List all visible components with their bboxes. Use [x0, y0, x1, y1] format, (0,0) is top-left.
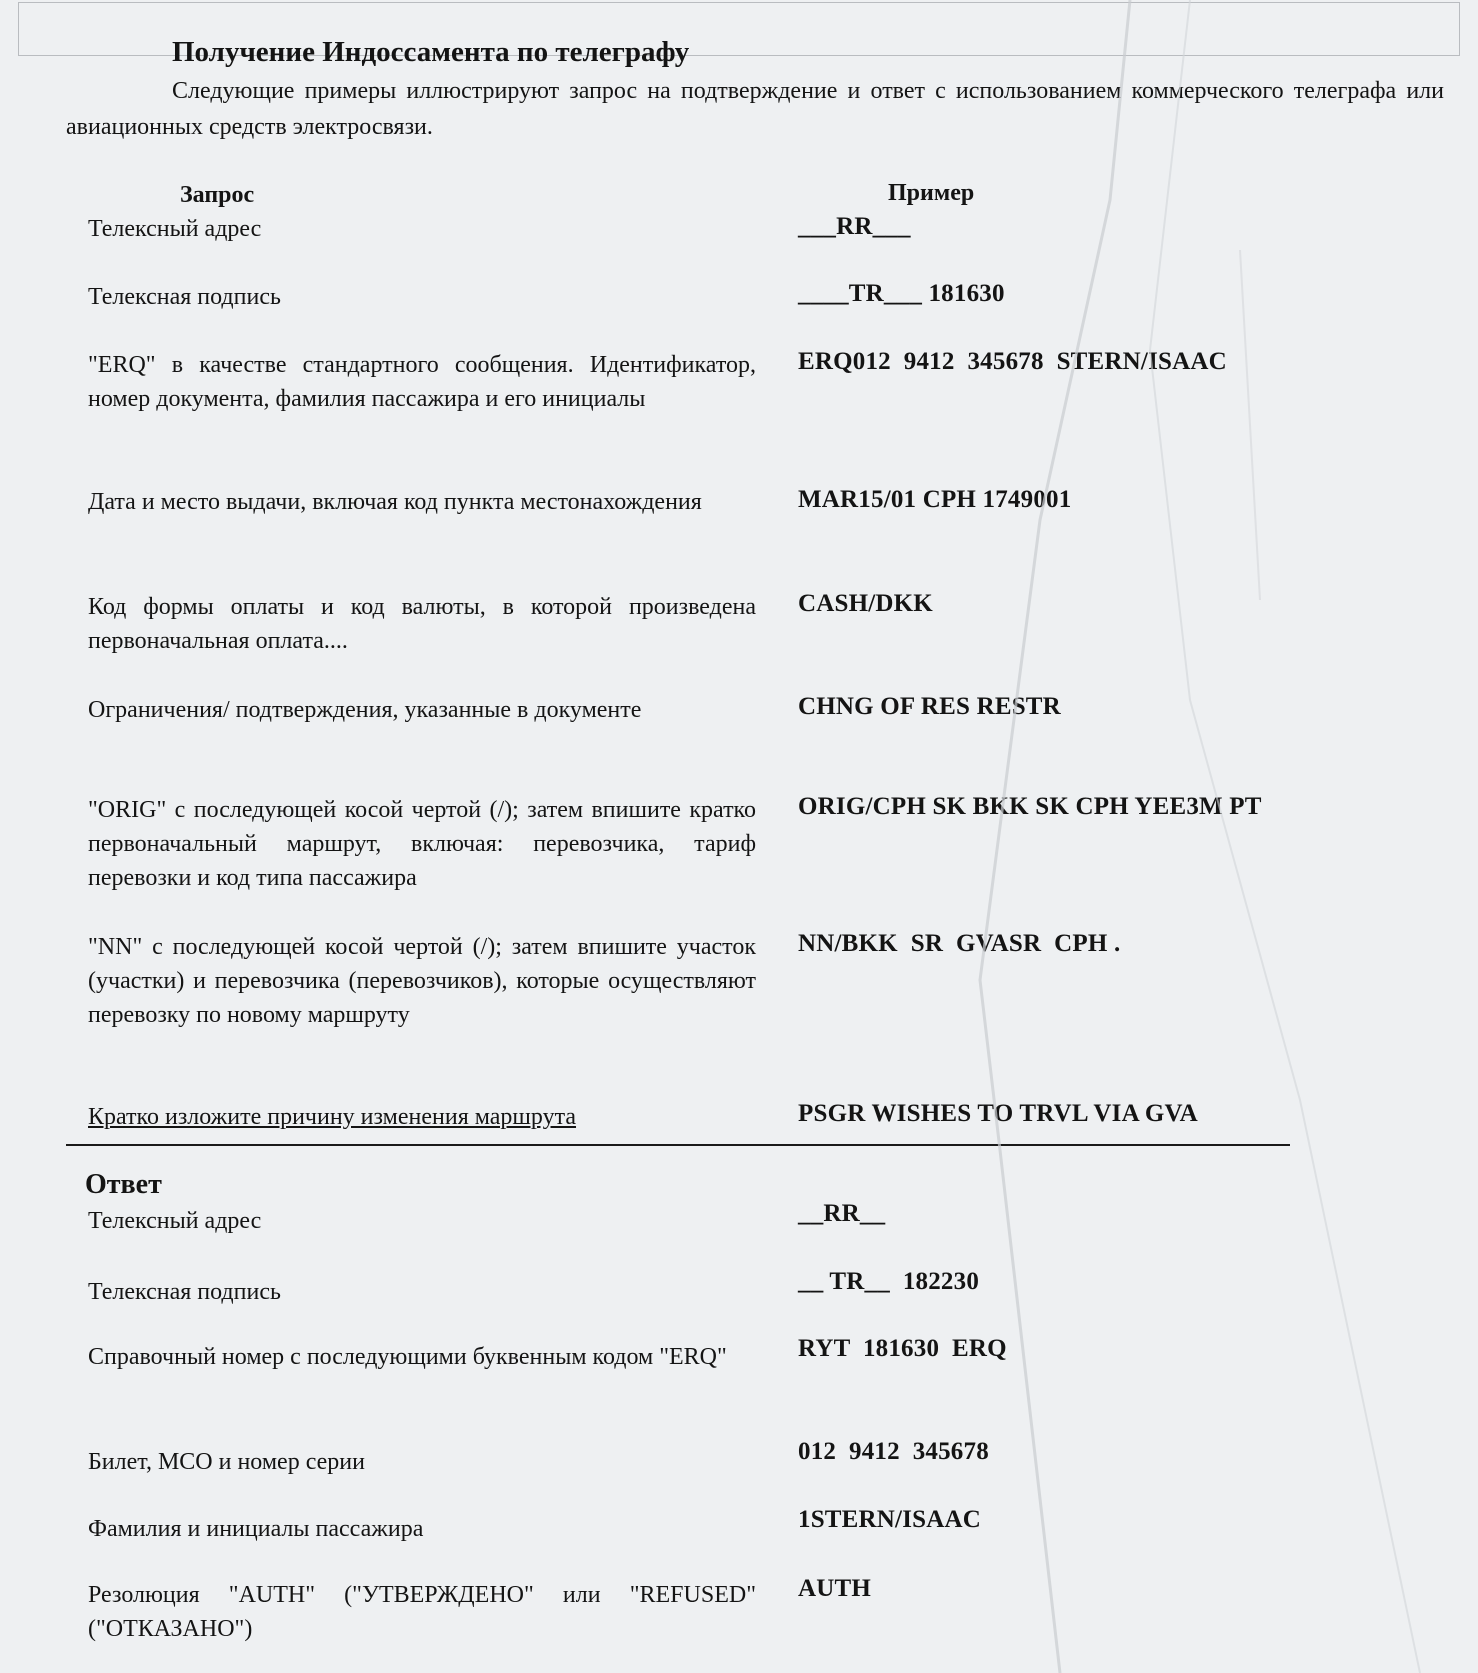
request-heading: Запрос	[180, 182, 255, 208]
request-row-5-example: CASH/DKK	[798, 590, 933, 617]
response-row-2-desc: Телексная подпись	[88, 1279, 281, 1305]
intro-paragraph: Следующие примеры иллюстрируют запрос на подтверждение и ответ с использованием коммерческого телеграфа или авиационных средств электросвязи.	[66, 78, 1444, 140]
response-heading: Ответ	[85, 1169, 162, 1200]
page-title: Получение Индоссамента по телеграфу	[172, 36, 690, 68]
request-row-6-example: CHNG OF RES RESTR	[798, 693, 1061, 720]
request-row-2-desc: Телексная подпись	[88, 284, 281, 310]
request-row-3-example: ERQ012 9412 345678 STERN/ISAAC	[798, 348, 1227, 375]
response-row-6-example: AUTH	[798, 1575, 872, 1602]
request-row-1-desc: Телексный адрес	[88, 216, 262, 242]
response-row-5-example: 1STERN/ISAAC	[798, 1506, 982, 1533]
example-heading: Пример	[888, 180, 975, 206]
request-row-7-desc: "ORIG" с последующей косой чертой (/); затем впишите кратко первоначальный маршрут, включая: перевозчика, тариф перевозки и код типа пассажира	[88, 797, 756, 891]
request-row-4-example: MAR15/01 CPH 1749001	[798, 486, 1072, 513]
response-row-1-desc: Телексный адрес	[88, 1208, 262, 1234]
request-row-8-desc: "NN" с последующей косой чертой (/); затем впишите участок (участки) и перевозчика (перевозчиков), которые осуществляют перевозку по новому маршруту	[88, 934, 756, 1028]
response-row-3-desc: Справочный номер с последующими буквенным кодом "ERQ"	[88, 1344, 727, 1370]
request-row-9-desc: Кратко изложите причину изменения маршрута	[88, 1104, 577, 1130]
request-row-7-example: ORIG/CPH SK BKK SK CPH YEE3M PT	[798, 793, 1262, 820]
request-row-4-desc: Дата и место выдачи, включая код пункта местонахождения	[88, 489, 702, 515]
response-row-1-example: __RR__	[798, 1200, 886, 1227]
response-row-4-example: 012 9412 345678	[798, 1438, 989, 1465]
request-row-2-example: ____TR___ 181630	[798, 280, 1005, 307]
request-row-5-desc: Код формы оплаты и код валюты, в которой произведена первоначальная оплата....	[88, 594, 756, 654]
response-row-6-desc: Резолюция "AUTH" ("УТВЕРЖДЕНО" или "REFUSED" ("ОТКАЗАНО")	[88, 1582, 756, 1642]
response-row-2-example: __ TR__ 182230	[798, 1268, 980, 1295]
request-row-1-example: ___RR___	[798, 213, 911, 240]
response-row-4-desc: Билет, МСО и номер серии	[88, 1449, 365, 1475]
section-divider	[66, 1144, 1290, 1146]
response-row-3-example: RYT 181630 ERQ	[798, 1335, 1007, 1362]
request-row-9-example: PSGR WISHES TO TRVL VIA GVA	[798, 1100, 1198, 1127]
request-row-3-desc: "ERQ" в качестве стандартного сообщения. Идентификатор, номер документа, фамилия пассажира и его инициалы	[88, 352, 756, 412]
request-row-6-desc: Ограничения/ подтверждения, указанные в документе	[88, 697, 642, 723]
request-row-8-example: NN/BKK SR GVASR CPH .	[798, 930, 1121, 957]
response-row-5-desc: Фамилия и инициалы пассажира	[88, 1516, 424, 1542]
